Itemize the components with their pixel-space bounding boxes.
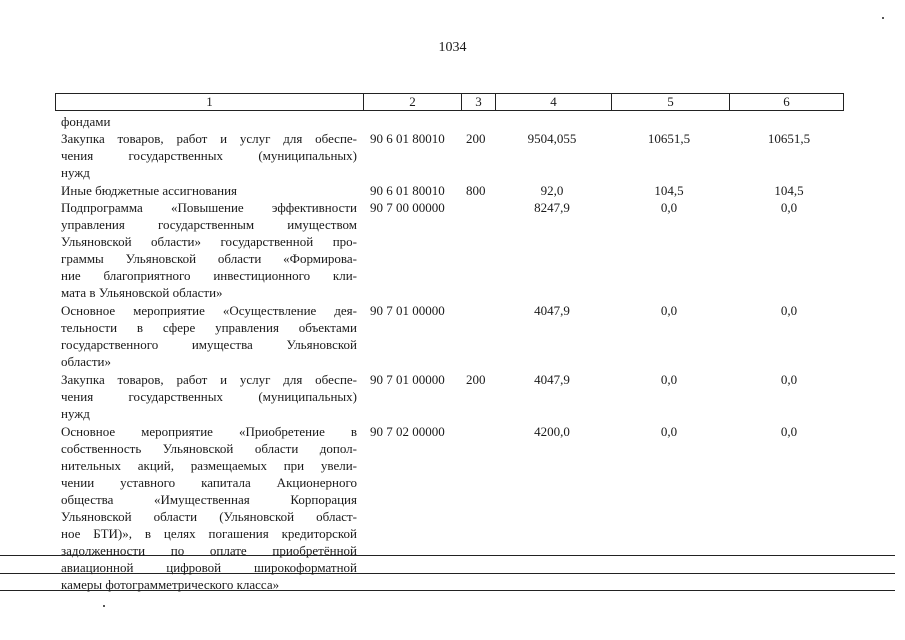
description-line: камеры фотограмметрического класса» [61, 576, 280, 592]
row-value-col4: 8247,9 [534, 200, 570, 215]
row-expense-type: 200 [466, 372, 486, 387]
column-header-2: 2 [364, 94, 462, 111]
row-description [61, 130, 357, 181]
description-line: нужд [61, 165, 90, 181]
row-value-col4: 4200,0 [534, 423, 570, 439]
description-line: Ульяновской области (Ульяновской област- [61, 508, 357, 524]
row-description [61, 113, 357, 130]
description-line: нительных акций, размещаемых при увели- [61, 457, 357, 473]
description-line: чении уставного капитала Акционерного [61, 474, 357, 490]
description-line: Основное мероприятие «Осуществление дея- [61, 303, 357, 319]
description-line: Основное мероприятие «Приобретение в [61, 423, 357, 439]
description-line: мата в Ульяновской области» [61, 285, 223, 300]
row-expense-type: 800 [466, 182, 486, 198]
strike-line [0, 555, 895, 556]
row-description [61, 199, 357, 301]
row-code: 90 7 01 00000 [370, 303, 445, 319]
description-line: авиационной цифровой широкоформатной [61, 559, 357, 575]
page-number: 1034 [438, 40, 467, 55]
description-line: Подпрограмма «Повышение эффективности [61, 200, 357, 215]
description-line: ное БТИ)», в целях погашения кредиторской [61, 525, 357, 541]
row-value-col6: 10651,5 [767, 131, 811, 147]
description-line: чения государственных (муниципальных) [61, 148, 357, 164]
row-code: 90 7 02 00000 [370, 423, 445, 439]
description-line: государственного имущества Ульяновской [61, 337, 357, 353]
row-value-col4: 4047,9 [534, 372, 570, 387]
strike-line [0, 590, 895, 591]
column-header-3: 3 [462, 94, 496, 111]
row-code: 90 6 01 80010 [370, 131, 445, 147]
description-line: задолженности по оплате приобретённой [61, 542, 357, 558]
column-header-6: 6 [730, 94, 844, 111]
row-value-col5: 0,0 [660, 303, 678, 319]
row-value-col5: 104,5 [654, 182, 684, 198]
row-description [61, 423, 357, 593]
row-value-col5: 0,0 [660, 372, 678, 387]
column-header-1: 1 [56, 94, 364, 111]
description-line: Закупка товаров, работ и услуг для обеспе- [61, 372, 357, 387]
column-header-5: 5 [612, 94, 730, 111]
row-value-col4: 4047,9 [534, 303, 570, 319]
row-value-col6: 0,0 [780, 200, 798, 215]
row-value-col4: 92,0 [540, 182, 564, 198]
description-line: чения государственных (муниципальных) [61, 389, 357, 404]
row-description [61, 182, 357, 199]
column-header-table [55, 93, 844, 111]
scan-speck [882, 17, 884, 19]
row-code: 90 7 01 00000 [370, 372, 445, 387]
row-value-col4: 9504,055 [527, 131, 577, 147]
row-value-col5: 0,0 [660, 423, 678, 439]
description-line: управления государственным имуществом [61, 217, 357, 232]
row-code: 90 6 01 80010 [370, 182, 445, 198]
row-value-col6: 0,0 [780, 372, 798, 387]
column-header-row [56, 94, 844, 111]
row-value-col6: 0,0 [780, 303, 798, 319]
description-line: нужд [61, 406, 90, 421]
scan-speck [103, 605, 105, 607]
row-description [61, 371, 357, 422]
description-line: фондами [61, 114, 111, 129]
row-expense-type: 200 [466, 131, 486, 147]
strike-line [0, 573, 895, 574]
description-line: тельности в сфере управления объектами [61, 320, 357, 336]
description-line: общества «Имущественная Корпорация [61, 491, 357, 507]
row-value-col5: 10651,5 [647, 131, 691, 147]
row-description [61, 302, 357, 370]
description-line: Иные бюджетные ассигнования [61, 182, 238, 198]
description-line: собственность Ульяновской области допол- [61, 440, 357, 456]
row-code: 90 7 00 00000 [370, 200, 445, 215]
description-line: ние благоприятного инвестиционного кли- [61, 268, 357, 283]
column-header-4: 4 [496, 94, 612, 111]
row-value-col6: 0,0 [780, 423, 798, 439]
description-line: Ульяновской области» государственной про- [61, 234, 357, 249]
description-line: Закупка товаров, работ и услуг для обеспе- [61, 131, 357, 147]
description-line: граммы Ульяновской области «Формирова- [61, 251, 357, 266]
row-value-col5: 0,0 [660, 200, 678, 215]
row-value-col6: 104,5 [774, 182, 804, 198]
description-line: области» [61, 354, 111, 370]
